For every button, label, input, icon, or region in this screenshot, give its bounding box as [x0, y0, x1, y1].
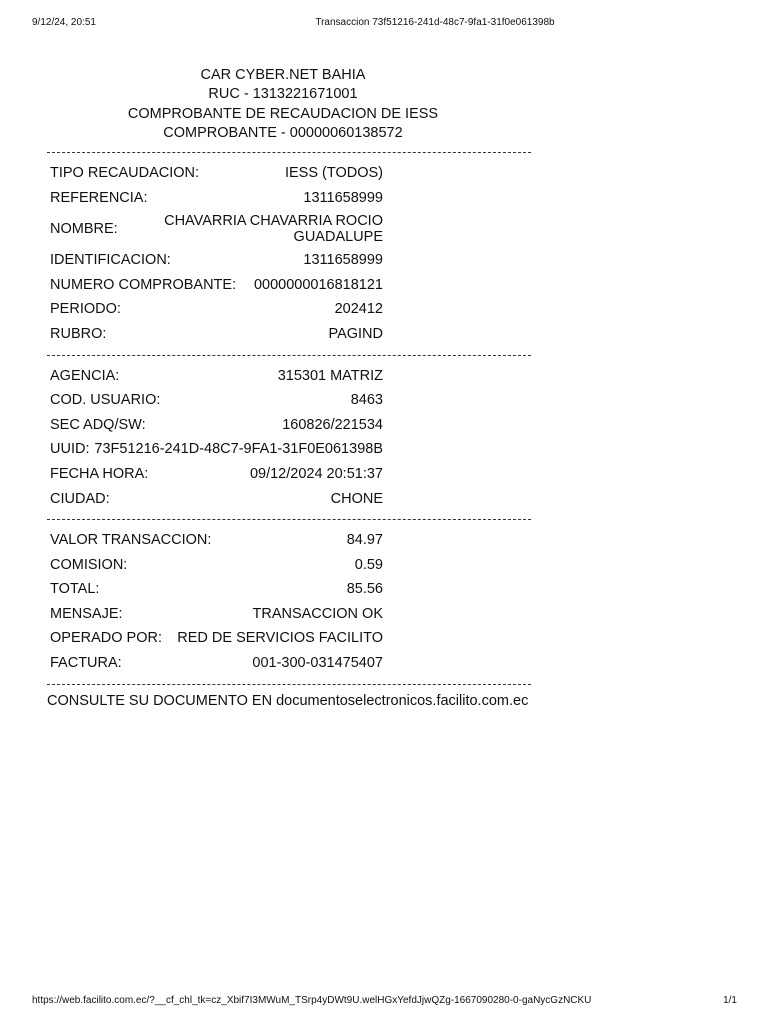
section-amounts: [47, 520, 531, 684]
row-value: TRANSACCION OK: [252, 605, 383, 622]
row-periodo: [50, 298, 383, 323]
row-ciudad: [50, 487, 383, 512]
row-label: UUID:: [50, 441, 90, 458]
row-identificacion: [50, 248, 383, 273]
row-value: 315301 MATRIZ: [277, 367, 383, 384]
row-value: 8463: [350, 392, 383, 409]
print-datetime: 9/12/24, 20:51: [32, 17, 96, 28]
receipt: [47, 66, 531, 709]
row-label: NOMBRE:: [50, 220, 118, 237]
row-value: 160826/221534: [282, 416, 383, 433]
row-label: COD. USUARIO:: [50, 392, 161, 409]
page-count: 1/1: [723, 995, 737, 1006]
row-value: 84.97: [346, 532, 383, 549]
row-cod-usuario: [50, 388, 383, 413]
row-agencia: [50, 364, 383, 389]
receipt-type: COMPROBANTE DE RECAUDACION DE IESS: [127, 105, 439, 122]
row-label: SEC ADQ/SW:: [50, 416, 146, 433]
row-value: CHAVARRIA CHAVARRIA ROCIO GUADALUPE: [164, 213, 383, 246]
row-uuid: [50, 438, 383, 463]
receipt-number: COMPROBANTE - 00000060138572: [163, 124, 403, 141]
section-payment-info: [47, 153, 531, 355]
section-agency-info: [47, 356, 531, 520]
row-label: COMISION:: [50, 556, 128, 573]
print-header: [0, 17, 768, 31]
row-label: MENSAJE:: [50, 605, 123, 622]
row-value: 0000000016818121: [253, 276, 383, 293]
row-referencia: [50, 186, 383, 211]
row-label: NUMERO COMPROBANTE:: [50, 276, 237, 293]
merchant-name: CAR CYBER.NET BAHIA: [200, 67, 366, 83]
row-value: RED DE SERVICIOS FACILITO: [177, 630, 383, 647]
row-value: 09/12/2024 20:51:37: [249, 465, 383, 482]
row-value: CHONE: [330, 490, 383, 507]
consult-note: CONSULTE SU DOCUMENTO EN documentoselectronicos.facilito.com.ec: [47, 692, 529, 709]
print-title: Transaccion 73f51216-241d-48c7-9fa1-31f0e061398b: [315, 17, 555, 28]
row-factura: [50, 651, 383, 676]
row-tipo-recaudacion: [50, 161, 383, 186]
row-label: REFERENCIA:: [50, 189, 148, 206]
row-label: AGENCIA:: [50, 367, 120, 384]
row-label: PERIODO:: [50, 301, 121, 318]
row-value: 1311658999: [303, 189, 383, 206]
row-value: 202412: [334, 301, 383, 318]
row-value: 73F51216-241D-48C7-9FA1-31F0E061398B: [94, 441, 383, 458]
row-sec-adq: [50, 413, 383, 438]
receipt-heading: [47, 66, 531, 143]
row-nombre: [50, 210, 383, 248]
row-label: CIUDAD:: [50, 490, 110, 507]
row-label: RUBRO:: [50, 325, 107, 342]
row-total: [50, 578, 383, 603]
row-label: VALOR TRANSACCION:: [50, 532, 212, 549]
row-value: PAGIND: [328, 325, 383, 342]
row-operado-por: [50, 627, 383, 652]
row-value: IESS (TODOS): [284, 164, 383, 181]
row-numero-comprobante: [50, 273, 383, 298]
row-mensaje: [50, 602, 383, 627]
row-comision: [50, 553, 383, 578]
row-value: 1311658999: [303, 252, 383, 269]
row-label: FECHA HORA:: [50, 465, 149, 482]
row-label: FACTURA:: [50, 655, 122, 672]
row-value: 001-300-031475407: [252, 655, 383, 672]
merchant-ruc: RUC - 1313221671001: [208, 86, 358, 103]
page-url: https://web.facilito.com.ec/?__cf_chl_tk=cz_Xbif7I3MWuM_TSrp4yDWt9U.welHGxYefdJjwQZg-1667090280-0-gaNycGzNCKU: [32, 995, 592, 1006]
row-rubro: [50, 322, 383, 347]
row-value: 0.59: [354, 556, 383, 573]
row-value: 85.56: [346, 581, 383, 598]
row-valor-transaccion: [50, 528, 383, 553]
row-label: TOTAL:: [50, 581, 100, 598]
row-label: TIPO RECAUDACION:: [50, 164, 200, 181]
row-label: IDENTIFICACION:: [50, 252, 171, 269]
row-fecha-hora: [50, 462, 383, 487]
row-label: OPERADO POR:: [50, 630, 162, 647]
